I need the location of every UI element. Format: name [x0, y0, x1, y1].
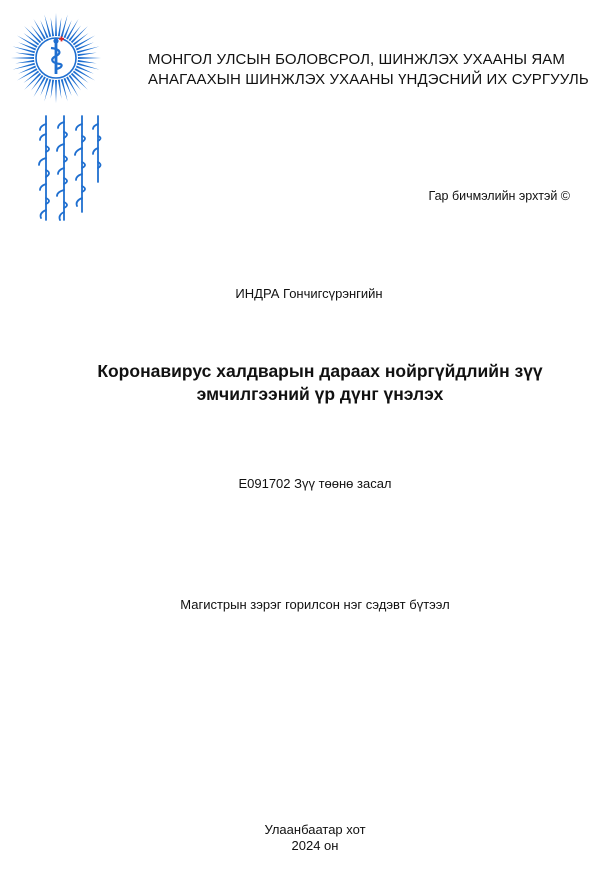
specialty-code: E091702 Зүү төөнө засал: [238, 476, 392, 491]
mongolian-script-icon: [34, 112, 104, 224]
ministry-header: [148, 50, 588, 90]
thesis-title: [40, 360, 600, 406]
city: Улаанбаатар хот: [264, 822, 366, 837]
ministry-line-1: МОНГОЛ УЛСЫН БОЛОВСРОЛ, ШИНЖЛЭХ УХААНЫ ЯАМ: [148, 51, 565, 68]
place-and-year: [0, 822, 600, 854]
ministry-line-2: АНАГААХЫН ШИНЖЛЭХ УХААНЫ ҮНДЭСНИЙ ИХ СУРГУУЛЬ: [148, 71, 589, 88]
author-name: ИНДРА Гончигсүрэнгийн: [235, 286, 383, 301]
university-emblem-icon: [10, 12, 102, 104]
copyright-notice: Гар бичмэлийн эрхтэй ©: [428, 189, 570, 203]
thesis-title-line-2: эмчилгээний үр дүнг үнэлэх: [196, 384, 444, 404]
degree-statement: Магистрын зэрэг горилсон нэг сэдэвт бүтээл: [180, 597, 450, 612]
thesis-title-line-1: Коронавирус халдварын дараах нойргүйдлийн зүү: [97, 361, 543, 381]
year: 2024 он: [291, 838, 339, 853]
